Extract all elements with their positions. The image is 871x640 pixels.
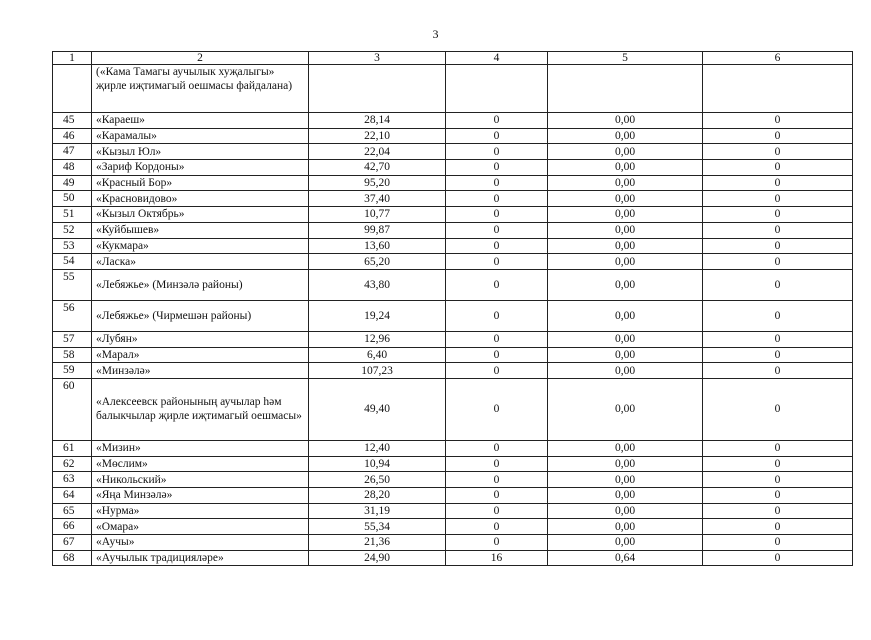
hunting-ground-name: «Аучы» [92,535,309,551]
row-number: 53 [53,238,92,254]
hunting-ground-name: «Яңа Минзәлә» [92,488,309,504]
row-number: 66 [53,519,92,535]
column-5-value: 0,00 [548,456,703,472]
column-4-value: 0 [446,175,548,191]
table-row [53,519,853,535]
column-4-value: 0 [446,128,548,144]
hunting-ground-name: «Караеш» [92,113,309,129]
column-4-value: 0 [446,519,548,535]
table-row [53,113,853,129]
column-5-value: 0,00 [548,331,703,347]
column-4-value: 0 [446,378,548,440]
column-5-value: 0,00 [548,503,703,519]
column-6-value: 0 [703,347,853,363]
column-6-value: 0 [703,331,853,347]
column-5-value: 0,00 [548,347,703,363]
hunting-ground-name: «Аучылык традицияләре» [92,550,309,566]
table-row [53,440,853,456]
column-4-value: 16 [446,550,548,566]
column-header: 1 [53,52,92,65]
area-value: 99,87 [309,222,446,238]
hunting-ground-name: «Ласка» [92,254,309,270]
row-number: 58 [53,347,92,363]
column-5-value: 0,00 [548,488,703,504]
table-row [53,207,853,223]
column-6-value: 0 [703,363,853,379]
column-4-value: 0 [446,254,548,270]
hunting-ground-name: «Лебяжье» (Минзәлә районы) [92,269,309,300]
page-number: 3 [432,27,439,41]
row-number: 46 [53,128,92,144]
area-value: 12,96 [309,331,446,347]
row-number: 52 [53,222,92,238]
column-5-value: 0,00 [548,363,703,379]
hunting-ground-name: «Мөслим» [92,456,309,472]
area-value: 19,24 [309,300,446,331]
area-value: 10,77 [309,207,446,223]
column-header: 5 [548,52,703,65]
column-4-value: 0 [446,191,548,207]
column-4-value: 0 [446,113,548,129]
hunting-ground-name: «Зариф Кордоны» [92,160,309,176]
column-5-value: 0,00 [548,378,703,440]
row-number: 49 [53,175,92,191]
column-5-value: 0,00 [548,222,703,238]
column-5-value: 0,00 [548,175,703,191]
column-6-value: 0 [703,254,853,270]
table-row [53,488,853,504]
column-6-value: 0 [703,456,853,472]
area-value: 22,04 [309,144,446,160]
table-row [53,144,853,160]
hunting-ground-name: «Мизин» [92,440,309,456]
area-value: 107,23 [309,363,446,379]
area-value: 49,40 [309,378,446,440]
row-number: 61 [53,440,92,456]
area-value: 65,20 [309,254,446,270]
row-number: 47 [53,144,92,160]
column-6-value: 0 [703,222,853,238]
row-number: 59 [53,363,92,379]
hunting-ground-name: «Никольский» [92,472,309,488]
area-value: 28,14 [309,113,446,129]
column-header: 2 [92,52,309,65]
row-number: 65 [53,503,92,519]
continuation-row [53,65,853,113]
hunting-ground-name: «Кызыл Октябрь» [92,207,309,223]
row-number: 67 [53,535,92,551]
column-6-value: 0 [703,300,853,331]
column-4-value: 0 [446,238,548,254]
area-value: 43,80 [309,269,446,300]
table-row [53,300,853,331]
column-6-value: 0 [703,191,853,207]
hunting-ground-name: «Марал» [92,347,309,363]
column-5-value: 0,00 [548,128,703,144]
table-row [53,191,853,207]
row-number: 63 [53,472,92,488]
table-row [53,347,853,363]
column-6-value: 0 [703,535,853,551]
column-header: 3 [309,52,446,65]
hunting-ground-name: «Кукмара» [92,238,309,254]
column-6-value: 0 [703,440,853,456]
table-row [53,160,853,176]
area-value: 22,10 [309,128,446,144]
column-4-value: 0 [446,440,548,456]
area-value: 10,94 [309,456,446,472]
column-4-value: 0 [446,488,548,504]
table-row [53,550,853,566]
row-number: 54 [53,254,92,270]
column-4-value: 0 [446,300,548,331]
column-4-value: 0 [446,269,548,300]
column-4-value: 0 [446,144,548,160]
hunting-ground-name: «Нурма» [92,503,309,519]
table-row [53,535,853,551]
column-5-value: 0,00 [548,191,703,207]
column-4-value: 0 [446,207,548,223]
row-number: 57 [53,331,92,347]
hunting-ground-name: «Кызыл Юл» [92,144,309,160]
table-row [53,175,853,191]
row-number: 60 [53,378,92,440]
row-number: 56 [53,300,92,331]
column-number-row [53,52,853,65]
column-6-value: 0 [703,144,853,160]
column-6-value: 0 [703,269,853,300]
column-6-value: 0 [703,503,853,519]
column-5-value: 0,00 [548,300,703,331]
row-number: 68 [53,550,92,566]
area-value: 26,50 [309,472,446,488]
hunting-ground-name: «Минзәлә» [92,363,309,379]
area-value: 24,90 [309,550,446,566]
column-4-value: 0 [446,347,548,363]
column-4-value: 0 [446,503,548,519]
area-value: 13,60 [309,238,446,254]
column-4-value: 0 [446,363,548,379]
column-4-value: 0 [446,331,548,347]
column-5-value: 0,00 [548,472,703,488]
column-6-value: 0 [703,519,853,535]
area-value: 95,20 [309,175,446,191]
column-5-value: 0,00 [548,113,703,129]
area-value: 21,36 [309,535,446,551]
row-number: 55 [53,269,92,300]
hunting-grounds-table [52,51,853,566]
column-6-value: 0 [703,113,853,129]
hunting-ground-name: «Лебяжье» (Чирмешән районы) [92,300,309,331]
column-6-value: 0 [703,207,853,223]
column-5-value: 0,00 [548,269,703,300]
table-row [53,363,853,379]
area-value: 55,34 [309,519,446,535]
table-row [53,331,853,347]
hunting-ground-name: «Куйбышев» [92,222,309,238]
row-number: 48 [53,160,92,176]
column-5-value: 0,00 [548,440,703,456]
table-row [53,456,853,472]
area-value: 6,40 [309,347,446,363]
hunting-ground-name: «Красный Бор» [92,175,309,191]
hunting-ground-name: «Карамалы» [92,128,309,144]
table-row [53,222,853,238]
area-value: 31,19 [309,503,446,519]
column-4-value: 0 [446,472,548,488]
table-row [53,128,853,144]
column-5-value: 0,00 [548,160,703,176]
table-row [53,269,853,300]
table-row [53,503,853,519]
hunting-ground-name: «Красновидово» [92,191,309,207]
table-row [53,378,853,440]
column-5-value: 0,64 [548,550,703,566]
column-6-value: 0 [703,238,853,254]
row-number: 45 [53,113,92,129]
column-6-value: 0 [703,378,853,440]
table-row [53,238,853,254]
hunting-ground-name: «Лубян» [92,331,309,347]
column-6-value: 0 [703,160,853,176]
hunting-ground-name: «Омара» [92,519,309,535]
area-value: 42,70 [309,160,446,176]
row-number: 51 [53,207,92,223]
column-4-value: 0 [446,160,548,176]
hunting-ground-name: «Алексеевск районының аучылар һәм балыкчылар җирле иҗтимагый оешмасы» [92,378,309,440]
column-6-value: 0 [703,488,853,504]
column-5-value: 0,00 [548,519,703,535]
column-5-value: 0,00 [548,254,703,270]
row-number: 50 [53,191,92,207]
column-5-value: 0,00 [548,238,703,254]
table-row [53,254,853,270]
table-row [53,472,853,488]
column-6-value: 0 [703,128,853,144]
continuation-text: («Кама Тамагы аучылык хуҗалыгы» җирле иҗтимагый оешмасы файдалана) [92,65,309,113]
area-value: 37,40 [309,191,446,207]
area-value: 12,40 [309,440,446,456]
row-number: 62 [53,456,92,472]
column-4-value: 0 [446,535,548,551]
column-5-value: 0,00 [548,535,703,551]
row-number: 64 [53,488,92,504]
column-4-value: 0 [446,456,548,472]
column-6-value: 0 [703,550,853,566]
column-6-value: 0 [703,472,853,488]
area-value: 28,20 [309,488,446,504]
column-6-value: 0 [703,175,853,191]
column-4-value: 0 [446,222,548,238]
column-5-value: 0,00 [548,207,703,223]
column-5-value: 0,00 [548,144,703,160]
column-header: 6 [703,52,853,65]
column-header: 4 [446,52,548,65]
